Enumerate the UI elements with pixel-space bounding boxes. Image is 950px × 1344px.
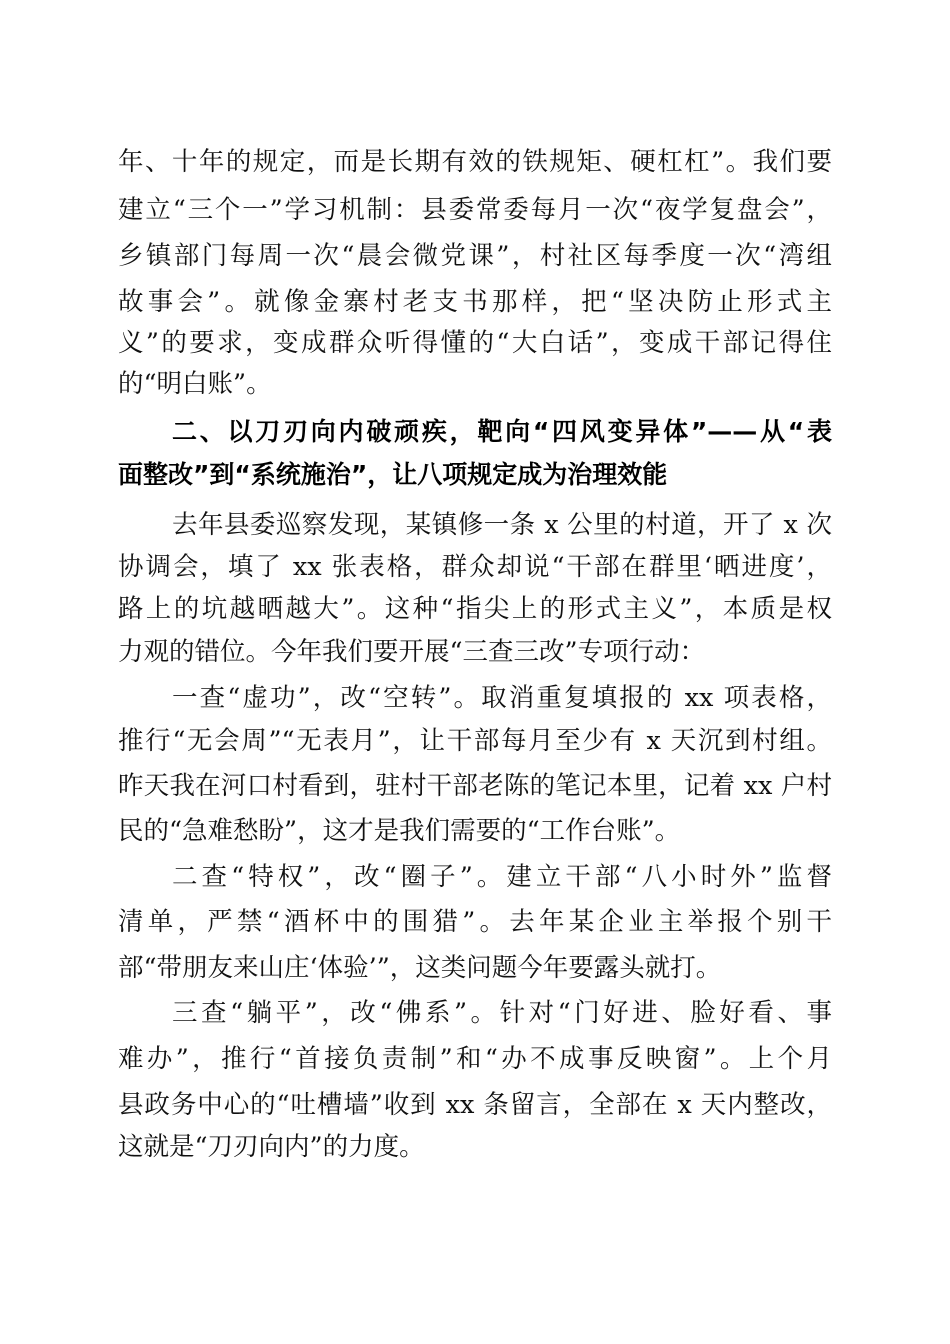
paragraph-line: 路上的坑越晒越大”。这种“指尖上的形式主义”，本质是权 [118,594,832,624]
section-heading: 二、以刀刃向内破顽疾，靶向“四风变异体”——从“表 [172,417,832,446]
paragraph-line: 义”的要求，变成群众听得懂的“大白话”，变成干部记得住 [118,328,832,358]
paragraph-line: 民的“急难愁盼”，这才是我们需要的“工作台账”。 [118,816,681,846]
paragraph-line: 难办”，推行“首接负责制”和“办不成事反映窗”。上个月 [118,1044,832,1074]
paragraph-line: 昨天我在河口村看到，驻村干部老陈的笔记本里，记着 xx 户村 [118,771,832,801]
paragraph-line: 年、十年的规定，而是长期有效的铁规矩、硬杠杠”。我们要 [118,147,832,177]
paragraph-line: 协调会，填了 xx 张表格，群众却说“干部在群里‘晒进度’， [118,552,832,582]
paragraph-line: 故事会”。就像金寨村老支书那样，把“坚决防止形式主 [118,287,832,317]
section-heading: 面整改”到“系统施治”，让八项规定成为治理效能 [118,460,668,489]
paragraph-line: 三查“躺平”，改“佛系”。针对“门好进、脸好看、事 [172,998,832,1028]
paragraph-line: 这就是“刀刃向内”的力度。 [118,1132,425,1162]
paragraph-line: 一查“虚功”，改“空转”。取消重复填报的 xx 项表格， [172,683,832,713]
paragraph-line: 二查“特权”，改“圈子”。建立干部“八小时外”监督 [172,862,832,892]
paragraph-line: 乡镇部门每周一次“晨会微党课”，村社区每季度一次“湾组 [118,241,832,271]
paragraph-line: 县政务中心的“吐槽墙”收到 xx 条留言，全部在 x 天内整改， [118,1090,832,1120]
paragraph-line: 建立“三个一”学习机制：县委常委每月一次“夜学复盘会”， [118,195,832,225]
paragraph-line: 部“带朋友来山庄‘体验’”，这类问题今年要露头就打。 [118,953,722,983]
paragraph-line: 清单，严禁“酒杯中的围猎”。去年某企业主举报个别干 [118,907,832,937]
paragraph-line: 力观的错位。今年我们要开展“三查三改”专项行动： [118,637,706,667]
paragraph-line: 推行“无会周”“无表月”，让干部每月至少有 x 天沉到村组。 [118,726,832,756]
paragraph-line: 去年县委巡察发现，某镇修一条 x 公里的村道，开了 x 次 [172,510,832,540]
paragraph-line: 的“明白账”。 [118,369,272,399]
